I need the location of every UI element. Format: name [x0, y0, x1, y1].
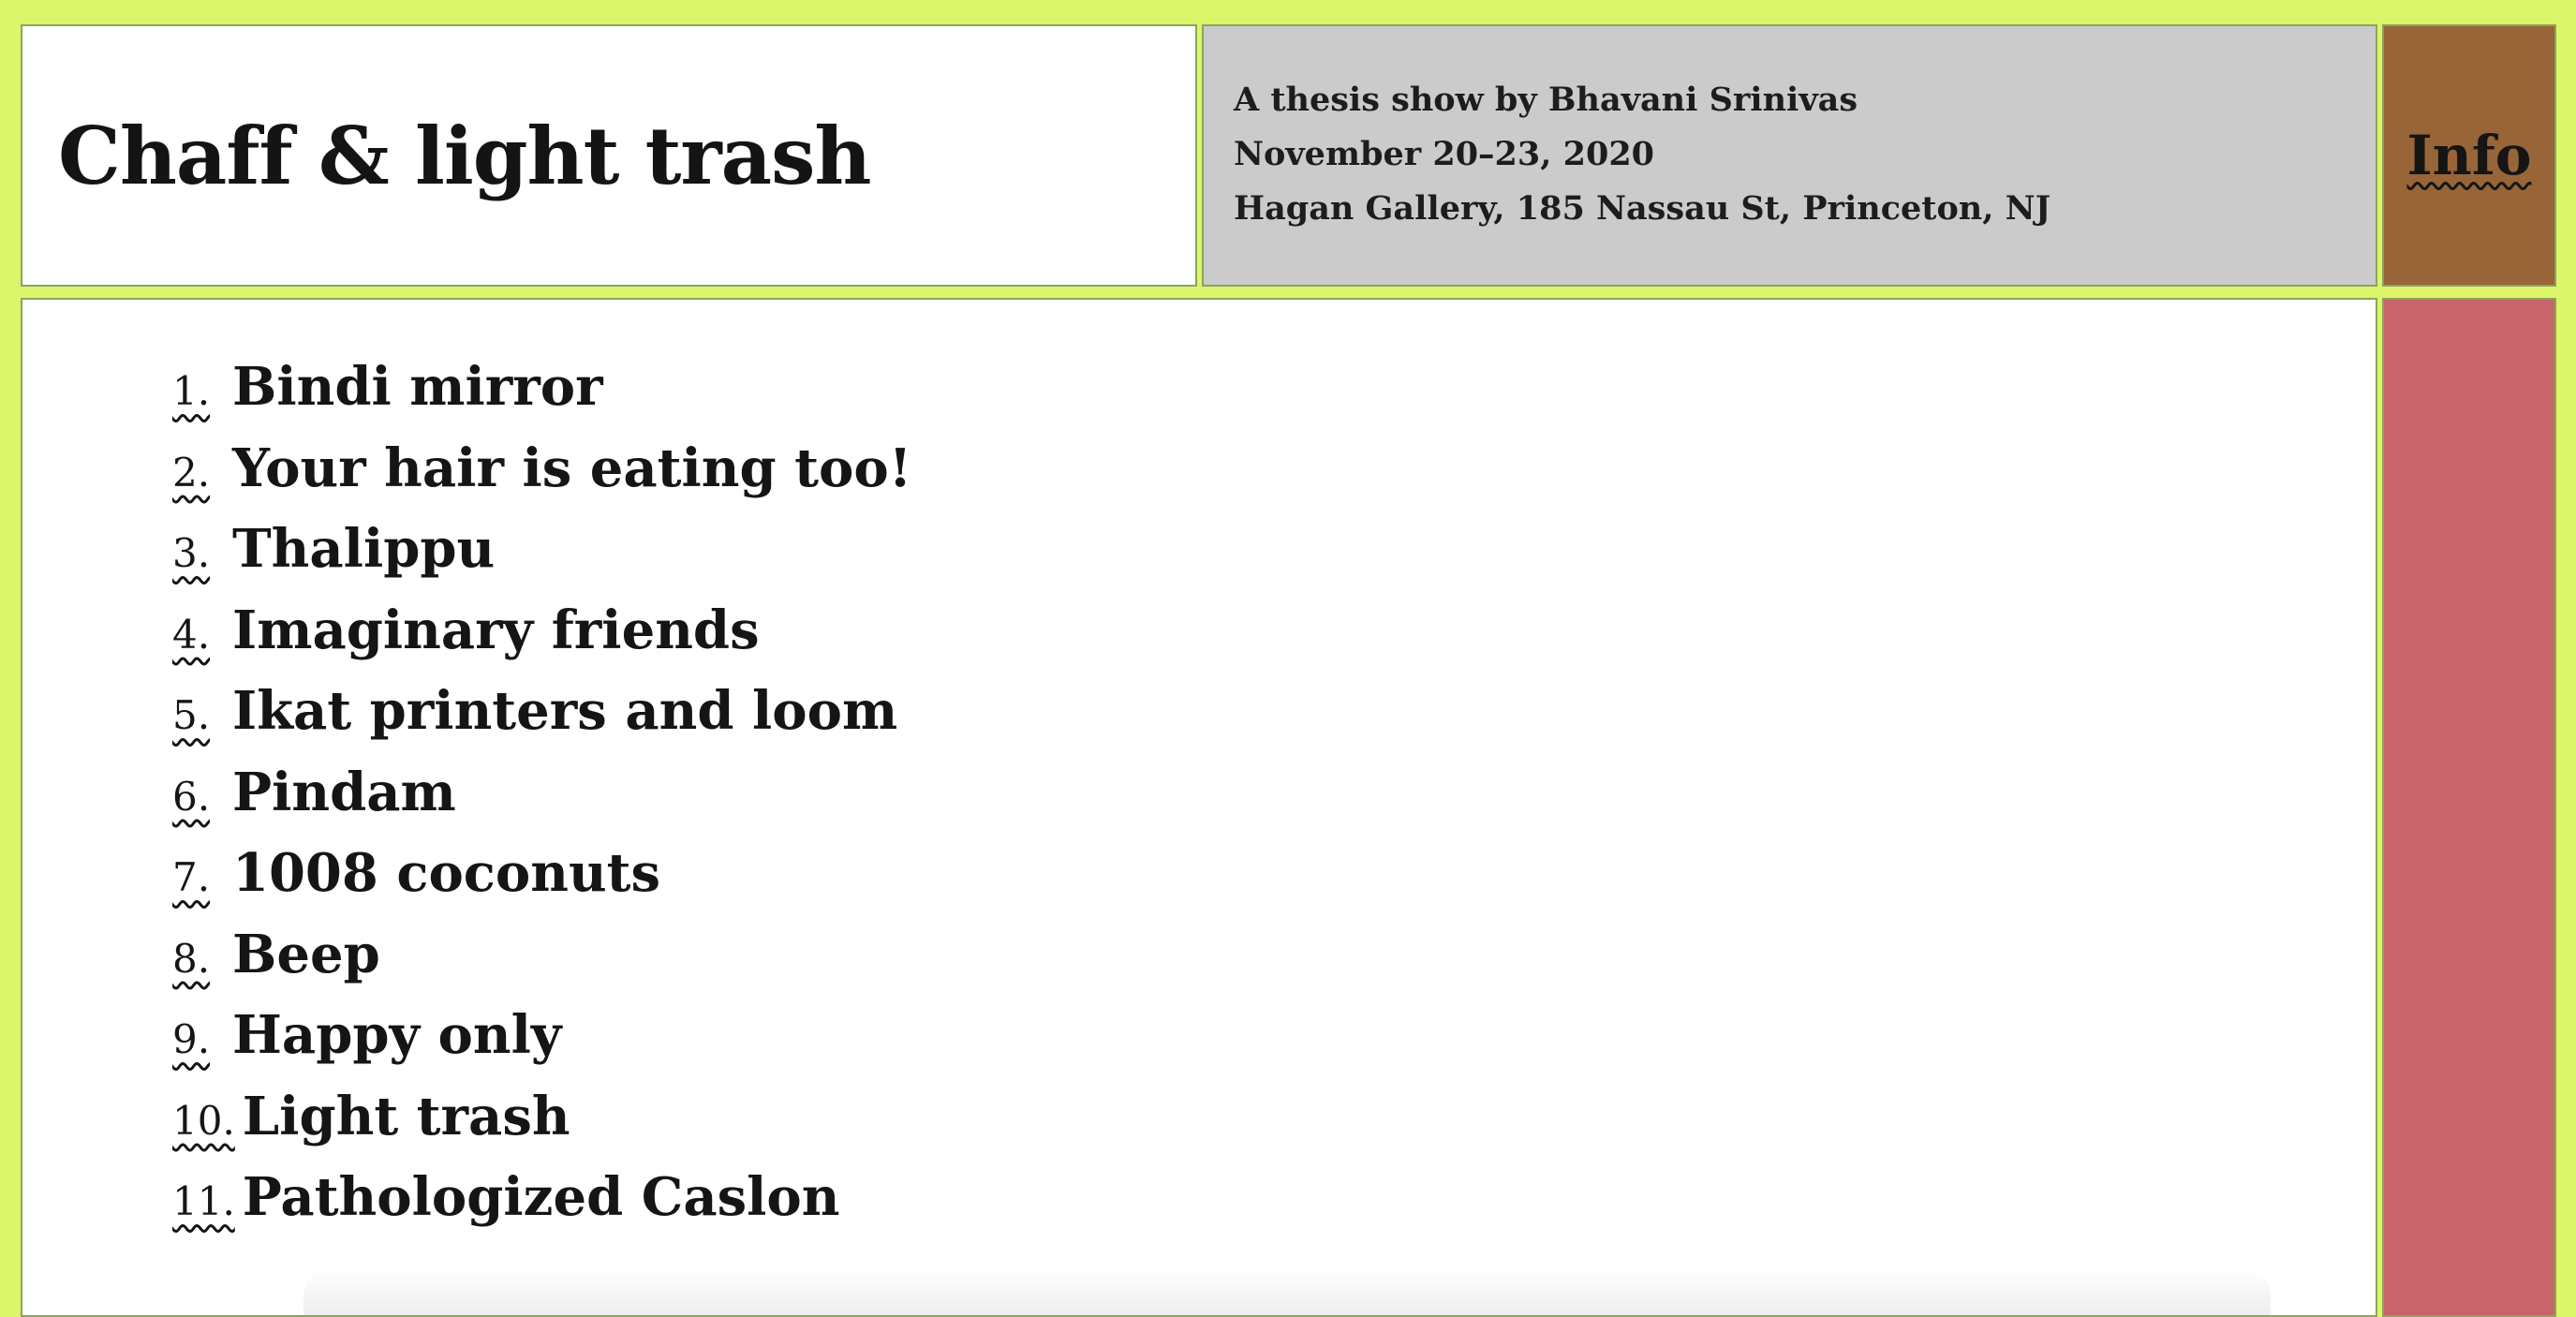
project-title[interactable]: Ikat printers and loom — [232, 680, 898, 742]
project-title[interactable]: Beep — [232, 923, 380, 985]
project-item[interactable] — [172, 356, 911, 437]
project-item[interactable] — [172, 1004, 911, 1086]
project-item[interactable] — [172, 680, 911, 762]
info-panel[interactable] — [2382, 24, 2556, 287]
project-item[interactable] — [172, 1166, 911, 1248]
project-title[interactable]: 1008 coconuts — [232, 842, 661, 904]
title-panel — [21, 24, 1197, 287]
project-number[interactable]: 7. — [172, 854, 211, 900]
details-line-artist: A thesis show by Bhavani Srinivas — [1234, 81, 1858, 119]
project-item[interactable] — [172, 437, 911, 519]
project-item[interactable] — [172, 762, 911, 843]
details-line-dates: November 20–23, 2020 — [1234, 135, 1655, 173]
side-color-panel — [2382, 298, 2556, 1317]
project-list — [172, 356, 911, 1248]
project-title[interactable]: Thalippu — [232, 518, 496, 580]
project-number[interactable]: 2. — [172, 449, 211, 496]
page-title: Chaff & light trash — [58, 109, 871, 202]
project-number[interactable]: 3. — [172, 530, 211, 576]
project-title[interactable]: Pindam — [232, 761, 456, 823]
project-item[interactable] — [172, 842, 911, 924]
project-item[interactable] — [172, 518, 911, 599]
details-panel — [1202, 24, 2377, 287]
project-number[interactable]: 8. — [172, 935, 211, 982]
project-number[interactable]: 5. — [172, 692, 211, 738]
project-item[interactable] — [172, 1086, 911, 1167]
project-title[interactable]: Pathologized Caslon — [242, 1166, 840, 1228]
details-line-location: Hagan Gallery, 185 Nassau St, Princeton, NJ — [1234, 189, 2051, 228]
info-link[interactable]: Info — [2406, 124, 2532, 187]
project-item[interactable] — [172, 599, 911, 681]
project-item[interactable] — [172, 924, 911, 1005]
project-title[interactable]: Bindi mirror — [232, 356, 603, 418]
project-number[interactable]: 10. — [172, 1097, 235, 1144]
project-number[interactable]: 4. — [172, 611, 211, 658]
project-number[interactable]: 9. — [172, 1016, 211, 1062]
project-number[interactable]: 6. — [172, 773, 211, 820]
project-list-panel — [21, 298, 2377, 1317]
scroll-shadow — [303, 1268, 2271, 1315]
project-title[interactable]: Light trash — [242, 1085, 570, 1147]
project-number[interactable]: 11. — [172, 1178, 235, 1224]
project-title[interactable]: Imaginary friends — [232, 599, 760, 661]
project-number[interactable]: 1. — [172, 368, 211, 414]
project-title[interactable]: Happy only — [232, 1004, 562, 1066]
project-title[interactable]: Your hair is eating too! — [232, 437, 912, 499]
